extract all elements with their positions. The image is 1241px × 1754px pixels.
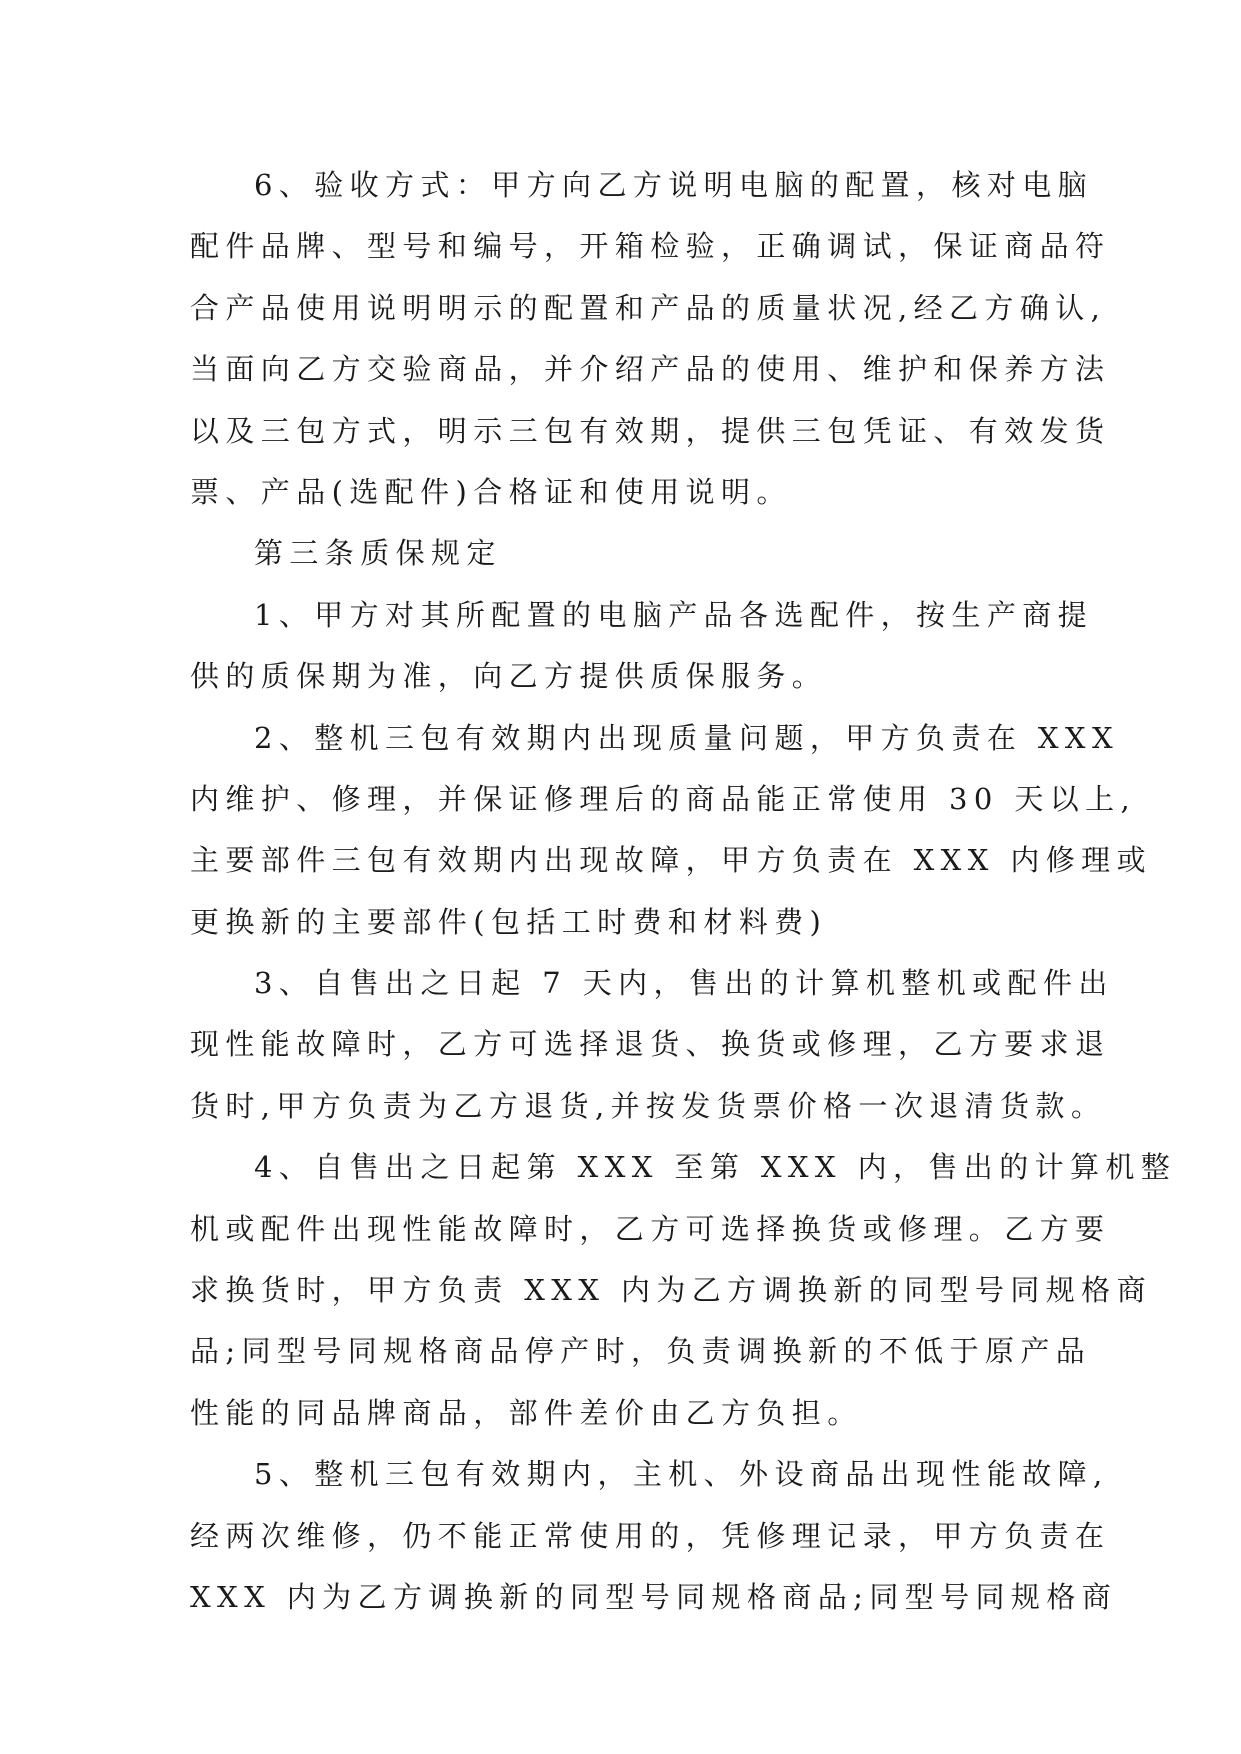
paragraph-line: 当面向乙方交验商品，并介绍产品的使用、维护和保养方法 (190, 352, 1111, 387)
section-heading: 第三条质保规定 (254, 536, 502, 571)
paragraph-line: 货时,甲方负责为乙方退货,并按发货票价格一次退清货款。 (190, 1088, 1107, 1123)
paragraph-line: 机或配件出现性能故障时，乙方可选择换货或修理。乙方要 (190, 1211, 1111, 1246)
paragraph-line: 4、自售出之日起第 XXX 至第 XXX 内，售出的计算机整 (254, 1150, 1177, 1185)
paragraph-line: 性能的同品牌商品，部件差价由乙方负担。 (190, 1395, 863, 1430)
paragraph-line: 以及三包方式，明示三包有效期，提供三包凭证、有效发货 (190, 413, 1111, 448)
paragraph-line: 1、甲方对其所配置的电脑产品各选配件，按生产商提 (254, 597, 1094, 632)
paragraph-line: 主要部件三包有效期内出现故障，甲方负责在 XXX 内修理或 (190, 843, 1152, 878)
paragraph-line: 内维护、修理，并保证修理后的商品能正常使用 30 天以上, (190, 781, 1137, 816)
paragraph-line: 6、验收方式：甲方向乙方说明电脑的配置，核对电脑 (254, 168, 1094, 202)
document-body (190, 155, 1177, 1628)
paragraph-line: 票、产品(选配件)合格证和使用说明。 (190, 474, 792, 509)
paragraph-line: 更换新的主要部件(包括工时费和材料费) (190, 904, 828, 939)
paragraph-line: 配件品牌、型号和编号，开箱检验，正确调试，保证商品符 (190, 229, 1111, 264)
paragraph-line: XXX 内为乙方调换新的同型号同规格商品;同型号同规格商 (190, 1579, 1118, 1614)
paragraph-line: 品;同型号同规格商品停产时，负责调换新的不低于原产品 (190, 1334, 1092, 1369)
paragraph-line: 经两次维修，仍不能正常使用的，凭修理记录，甲方负责在 (190, 1518, 1111, 1553)
paragraph-line: 2、整机三包有效期内出现质量问题，甲方负责在 XXX (254, 720, 1120, 755)
paragraph-line: 5、整机三包有效期内，主机、外设商品出现性能故障, (254, 1457, 1109, 1492)
paragraph-line: 现性能故障时，乙方可选择退货、换货或修理，乙方要求退 (190, 1027, 1111, 1062)
paragraph-line: 合产品使用说明明示的配置和产品的质量状况,经乙方确认, (190, 290, 1107, 325)
paragraph-line: 3、自售出之日起 7 天内，售出的计算机整机或配件出 (254, 966, 1114, 1001)
paragraph-line: 求换货时，甲方负责 XXX 内为乙方调换新的同型号同规格商 (190, 1273, 1152, 1308)
paragraph-line: 供的质保期为准，向乙方提供质保服务。 (190, 659, 828, 694)
